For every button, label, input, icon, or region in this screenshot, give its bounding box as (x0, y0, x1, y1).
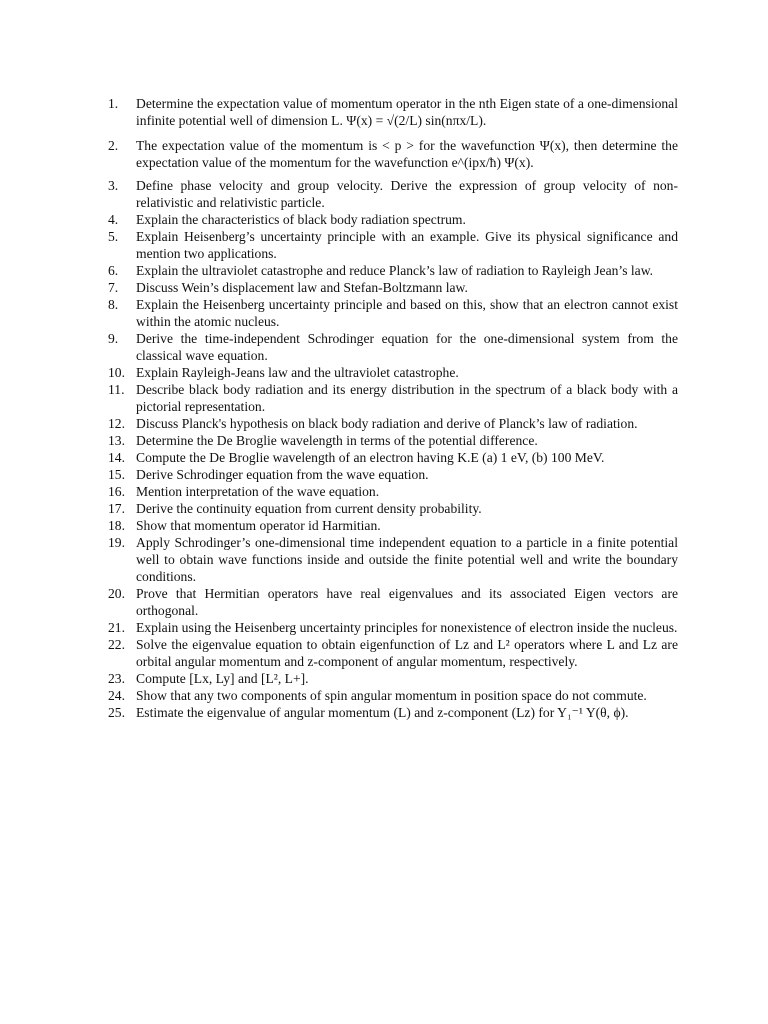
question-text: Explain the ultraviolet catastrophe and reduce Planck’s law of radiation to Rayleigh Jean’s law. (136, 263, 654, 278)
question-item (108, 415, 678, 432)
question-number: 8. (108, 297, 119, 312)
question-text: Determine the expectation value of momentum operator in the nth Eigen state of a one-dimensional infinite potential well of dimension L. Ψ(x) = √(2/L) sin(nπx/L). (136, 96, 678, 128)
question-number: 15. (108, 467, 125, 482)
question-item (108, 364, 678, 381)
question-text: Prove that Hermitian operators have real eigenvalues and its associated Eigen vectors are orthogonal. (136, 586, 678, 618)
question-number: 7. (108, 280, 119, 295)
question-number: 9. (108, 331, 119, 346)
question-number: 25. (108, 705, 125, 720)
question-item (108, 279, 678, 296)
question-text: Solve the eigenvalue equation to obtain eigenfunction of Lz and L² operators where L and Lz are orbital angular momentum and z-component of angular momentum, respectively. (136, 637, 678, 669)
question-number: 4. (108, 212, 119, 227)
question-item (108, 670, 678, 687)
question-item (108, 517, 678, 534)
question-item (108, 228, 678, 262)
question-number: 1. (108, 96, 119, 111)
question-item (108, 466, 678, 483)
question-item (108, 95, 678, 129)
question-number: 2. (108, 138, 119, 153)
question-number: 19. (108, 535, 125, 550)
question-item (108, 177, 678, 211)
question-number: 11. (108, 382, 125, 397)
question-text: Discuss Wein’s displacement law and Stefan-Boltzmann law. (136, 280, 468, 295)
question-number: 14. (108, 450, 125, 465)
question-number: 13. (108, 433, 125, 448)
question-number: 21. (108, 620, 125, 635)
question-item (108, 211, 678, 228)
question-number: 5. (108, 229, 119, 244)
question-text: Apply Schrodinger’s one-dimensional time independent equation to a particle in a finite potential well to obtain wave functions inside and outside the finite potential well and write the boundary conditions. (136, 535, 678, 584)
question-number: 23. (108, 671, 125, 686)
question-item (108, 687, 678, 704)
question-text: The expectation value of the momentum is < p > for the wavefunction Ψ(x), then determine the expectation value of the momentum for the wavefunction e^(ipx/ħ) Ψ(x). (136, 138, 678, 170)
question-item (108, 330, 678, 364)
question-text: Show that momentum operator id Harmitian. (136, 518, 381, 533)
question-text: Compute [Lx, Ly] and [L², L+]. (136, 671, 309, 686)
question-number: 18. (108, 518, 125, 533)
question-item (108, 432, 678, 449)
question-number: 24. (108, 688, 125, 703)
question-text: Mention interpretation of the wave equation. (136, 484, 380, 499)
question-list (108, 95, 678, 721)
question-item (108, 619, 678, 636)
question-text: Explain using the Heisenberg uncertainty principles for nonexistence of electron inside the nucleus. (136, 620, 678, 635)
question-item (108, 500, 678, 517)
question-text: Explain Heisenberg’s uncertainty principle with an example. Give its physical significance and mention two applications. (136, 229, 678, 261)
question-number: 6. (108, 263, 119, 278)
question-number: 10. (108, 365, 125, 380)
question-item (108, 534, 678, 585)
question-text: Explain Rayleigh-Jeans law and the ultraviolet catastrophe. (136, 365, 459, 380)
question-text: Derive the time-independent Schrodinger equation for the one-dimensional system from the classical wave equation. (136, 331, 678, 363)
question-item (108, 704, 678, 721)
question-text: Describe black body radiation and its energy distribution in the spectrum of a black body with a pictorial representation. (136, 382, 678, 414)
question-item (108, 585, 678, 619)
question-item (108, 137, 678, 171)
question-item (108, 381, 678, 415)
question-text: Explain the Heisenberg uncertainty principle and based on this, show that an electron cannot exist within the atomic nucleus. (136, 297, 678, 329)
question-text: Show that any two components of spin angular momentum in position space do not commute. (136, 688, 647, 703)
question-number: 17. (108, 501, 125, 516)
question-text: Estimate the eigenvalue of angular momentum (L) and z-component (Lz) for Y₁⁻¹ Y(θ, ϕ). (136, 705, 629, 720)
question-text: Explain the characteristics of black body radiation spectrum. (136, 212, 466, 227)
question-text: Discuss Planck's hypothesis on black body radiation and derive of Planck’s law of radiation. (136, 416, 638, 431)
question-text: Derive Schrodinger equation from the wave equation. (136, 467, 429, 482)
question-item (108, 296, 678, 330)
question-number: 16. (108, 484, 125, 499)
question-item (108, 483, 678, 500)
question-item (108, 449, 678, 466)
question-number: 12. (108, 416, 125, 431)
question-number: 20. (108, 586, 125, 601)
question-item (108, 262, 678, 279)
question-number: 3. (108, 178, 119, 193)
question-text: Determine the De Broglie wavelength in terms of the potential difference. (136, 433, 538, 448)
question-item (108, 636, 678, 670)
question-number: 22. (108, 637, 125, 652)
question-text: Define phase velocity and group velocity. Derive the expression of group velocity of non-relativistic and relativistic particle. (136, 178, 678, 210)
question-text: Compute the De Broglie wavelength of an electron having K.E (a) 1 eV, (b) 100 MeV. (136, 450, 605, 465)
question-text: Derive the continuity equation from current density probability. (136, 501, 482, 516)
